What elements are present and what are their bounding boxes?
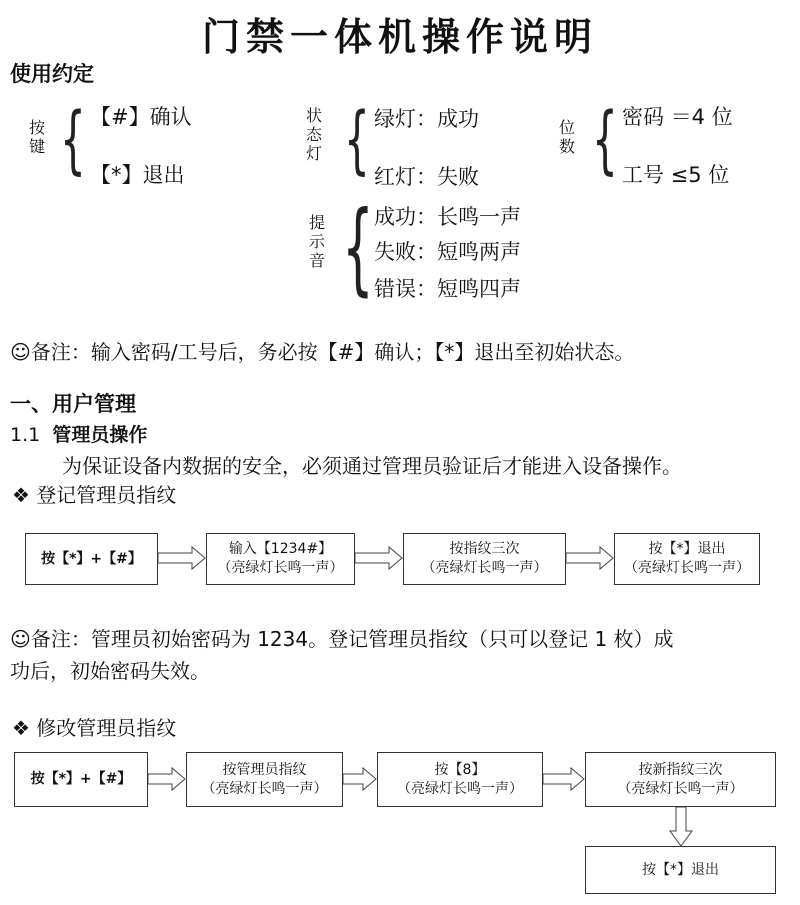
page-title: 门禁一体机操作说明 <box>201 15 598 59</box>
arrow-right-icon <box>355 545 403 571</box>
status-light-brace: { <box>344 97 370 183</box>
digits-brace: { <box>592 97 618 183</box>
register-step-1-text: 按【*】+【#】 <box>41 550 142 567</box>
register-heading: ❖ 登记管理员指纹 <box>12 483 177 507</box>
sound-brace: { <box>342 189 374 306</box>
subsection-number: 1.1 <box>10 424 41 446</box>
sound-success: 成功：长鸣一声 <box>374 205 521 229</box>
register-step-4 <box>614 533 760 585</box>
register-step-3-line2: （亮绿灯长鸣一声） <box>421 560 548 576</box>
modify-step-3 <box>377 752 543 807</box>
admin-intro: 为保证设备内数据的安全，必须通过管理员验证后才能进入设备操作。 <box>62 454 682 478</box>
modify-step-5 <box>585 846 776 894</box>
subsection-admin <box>10 420 147 447</box>
arrow-right-icon <box>343 766 377 792</box>
modify-step-2 <box>186 752 343 807</box>
modify-step-5-text: 按【*】退出 <box>642 861 719 878</box>
register-step-2 <box>206 533 355 585</box>
register-step-2-line1: 输入【1234#】 <box>228 541 333 557</box>
modify-step-4-line2: （亮绿灯长鸣一声） <box>617 780 744 797</box>
register-step-4-line2: （亮绿灯长鸣一声） <box>624 560 750 576</box>
modify-step-2-line1: 按管理员指纹 <box>222 761 307 778</box>
digits-id: 工号 ≤5 位 <box>622 163 730 187</box>
keys-label: 按键 <box>28 118 45 156</box>
register-step-1 <box>25 533 158 585</box>
keys-brace: { <box>60 97 86 183</box>
note-initial-password-line1: ☺备注：管理员初始密码为 1234。登记管理员指纹（只可以登记 1 枚）成 <box>10 627 674 651</box>
arrow-right-icon <box>158 545 206 571</box>
arrow-down-icon <box>668 807 694 847</box>
light-green: 绿灯：成功 <box>374 107 479 131</box>
modify-step-1-text: 按【*】+【#】 <box>30 771 132 787</box>
section-user-management: 一、用户管理 <box>10 392 136 416</box>
subsection-title: 管理员操作 <box>52 424 148 446</box>
modify-step-4 <box>585 752 776 807</box>
modify-step-4-line1: 按新指纹三次 <box>638 761 723 778</box>
status-light-label: 状态灯 <box>305 106 322 163</box>
arrow-right-icon <box>566 545 614 571</box>
sound-label: 提示音 <box>308 213 325 270</box>
sound-error: 错误：短鸣四声 <box>374 277 521 301</box>
sound-fail: 失败：短鸣两声 <box>374 240 521 264</box>
note-confirm-exit: ☺备注：输入密码/工号后，务必按【#】确认；【*】退出至初始状态。 <box>10 340 635 364</box>
modify-step-1 <box>14 752 148 807</box>
key-exit: 【*】退出 <box>90 163 185 187</box>
conventions-heading: 使用约定 <box>10 62 94 86</box>
modify-step-3-line2: （亮绿灯长鸣一声） <box>397 780 523 797</box>
modify-step-2-line2: （亮绿灯长鸣一声） <box>201 780 328 797</box>
digits-label: 位数 <box>558 118 575 156</box>
register-step-3-line1: 按指纹三次 <box>449 541 520 557</box>
modify-heading: ❖ 修改管理员指纹 <box>12 716 177 740</box>
digits-password: 密码 ＝4 位 <box>622 105 733 129</box>
key-confirm: 【#】确认 <box>90 105 192 129</box>
register-step-2-line2: （亮绿灯长鸣一声） <box>217 560 344 576</box>
modify-step-3-line1: 按【8】 <box>434 761 486 778</box>
note-initial-password-line2: 功后，初始密码失效。 <box>10 659 210 683</box>
register-step-4-line1: 按【*】退出 <box>648 541 726 557</box>
arrow-right-icon <box>543 766 585 792</box>
register-step-3 <box>403 533 566 585</box>
light-red: 红灯：失败 <box>374 165 479 189</box>
arrow-right-icon <box>148 766 186 792</box>
